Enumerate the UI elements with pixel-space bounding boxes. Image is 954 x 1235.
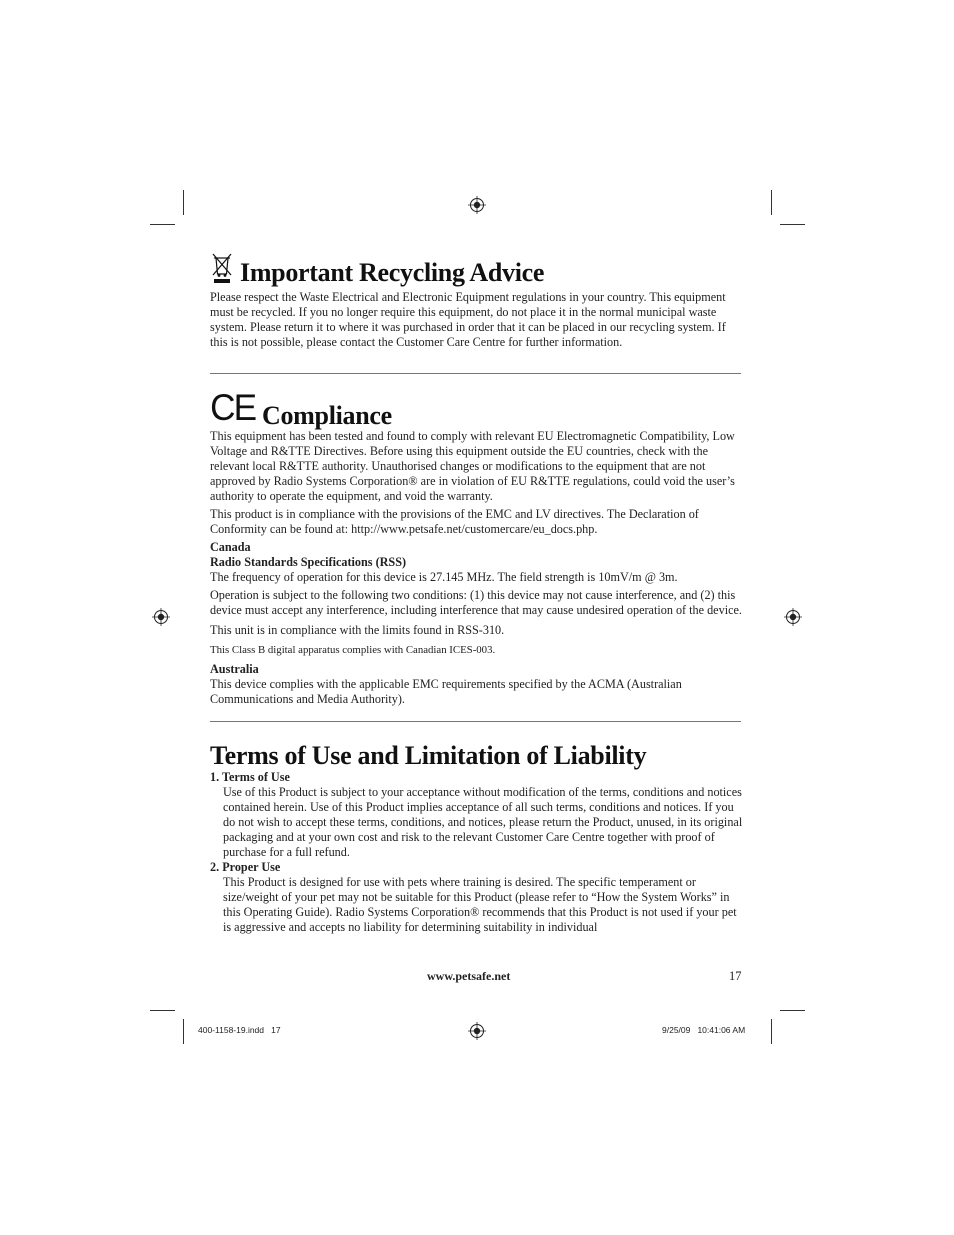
slug-timestamp: 9/25/09 10:41:06 AM (662, 1025, 746, 1035)
recycling-paragraph: Please respect the Waste Electrical and Electronic Equipment regulations in your country. This equipment must be recycled. If you no longer require this equipment, do not place it in the normal municipal waste system. Please return it to where it was purchased in order that it can be placed in our recycling system. If this is not possible, please contact the Customer Care Centre for further information. (210, 290, 726, 349)
crop-mark (771, 190, 772, 215)
registration-mark-icon (152, 608, 170, 626)
slug-filename: 400-1158-19.indd 17 (198, 1025, 281, 1035)
terms-paragraph: This Product is designed for use with pets where training is desired. The specific temperament or size/weight of your pet may not be suitable for this Product (please refer to “How the System Works” in this Operating Guide). Radio Systems Corporation® recommends that this Product is not used if your pet is aggressive and accepts no liability for determining suitability in individual (223, 875, 737, 934)
registration-mark-icon (784, 608, 802, 626)
compliance-body (210, 429, 746, 707)
compliance-title: Compliance (262, 401, 392, 430)
weee-bin-icon (211, 253, 233, 284)
crop-mark (780, 1010, 805, 1011)
crop-mark (150, 1010, 175, 1011)
compliance-paragraph: This unit is in compliance with the limits found in RSS-310. (210, 623, 505, 637)
rss-heading: Radio Standards Specifications (RSS) (210, 555, 407, 569)
terms-heading: 1. Terms of Use (210, 770, 290, 784)
compliance-paragraph: This device complies with the applicable EMC requirements specified by the ACMA (Australian Communications and Media Authority). (210, 677, 682, 706)
crop-mark (771, 1019, 772, 1044)
proper-use-heading: 2. Proper Use (210, 860, 281, 874)
compliance-paragraph: This Class B digital apparatus complies with Canadian ICES-003. (210, 644, 496, 656)
registration-mark-icon (468, 196, 486, 214)
terms-title: Terms of Use and Limitation of Liability (210, 741, 647, 770)
ce-mark-icon: CE (210, 387, 256, 428)
compliance-paragraph: This equipment has been tested and found to comply with relevant EU Electromagnetic Compatibility, Low Voltage and R&TTE Directives. Before using this equipment outside the EU countries, check with the relevant local R&TTE authority. Unauthorised changes or modifications to the equipment that are not approved by Radio Systems Corporation® are in violation of EU R&TTE regulations, could void the user’s authority to operate the equipment, and void the warranty. (210, 429, 735, 503)
compliance-paragraph: Operation is subject to the following two conditions: (1) this device may not cause interference, and (2) this device must accept any interference, including interference that may cause undesired operation of the device. (210, 588, 742, 617)
terms-paragraph: Use of this Product is subject to your acceptance without modification of the terms, conditions and notices contained herein. Use of this Product implies acceptance of all such terms, conditions and notices. If you do not wish to accept these terms, conditions, and notices, please return the Product, unused, in its original packaging and at your own cost and risk to the relevant Customer Care Centre together with proof of purchase for a full refund. (223, 785, 743, 859)
compliance-paragraph: This product is in compliance with the provisions of the EMC and LV directives. The Declaration of Conformity can be found at: http://www.petsafe.net/customercare/eu_docs.php. (210, 507, 699, 536)
recycling-body (210, 290, 746, 350)
registration-mark-icon (468, 1022, 486, 1040)
canada-heading: Canada (210, 540, 251, 554)
terms-body (210, 770, 746, 935)
crop-mark (183, 1019, 184, 1044)
section-divider (210, 721, 741, 722)
recycling-title: Important Recycling Advice (240, 258, 545, 287)
section-divider (210, 373, 741, 374)
footer-url[interactable]: www.petsafe.net (427, 969, 511, 983)
crop-mark (183, 190, 184, 215)
australia-heading: Australia (210, 662, 259, 676)
compliance-paragraph: The frequency of operation for this device is 27.145 MHz. The field strength is 10mV/m @ 3m. (210, 570, 678, 584)
crop-mark (150, 224, 175, 225)
page-number: 17 (729, 969, 742, 983)
crop-mark (780, 224, 805, 225)
